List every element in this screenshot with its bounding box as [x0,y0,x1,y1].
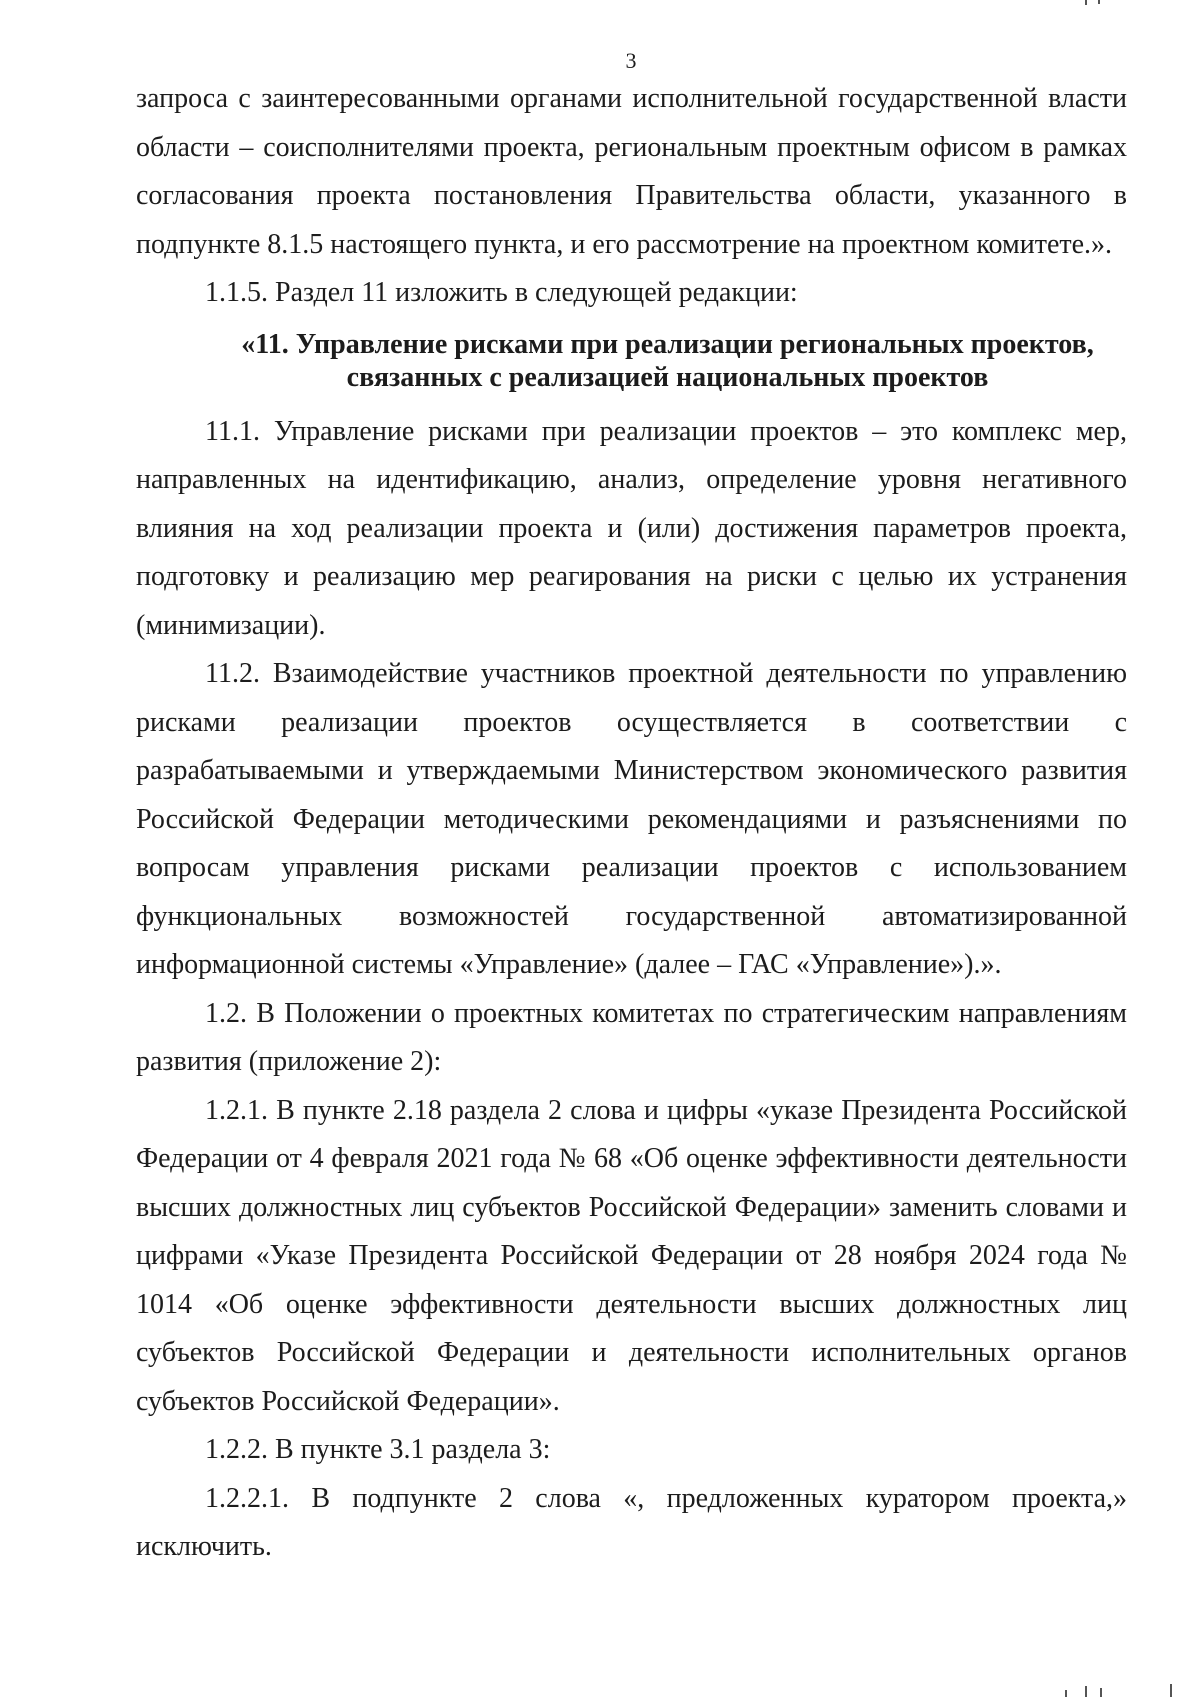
paragraph-11-1: 11.1. Управление рисками при реализации проектов – это комплекс мер, направленных на идентификацию, анализ, определение уровня негативного влияния на ход реализации проекта и (или) достижения параметров проекта, подготовку и реализацию мер реагирования на риски с целью их устранения (минимизации). [136,415,1127,641]
page-number: 3 [625,48,637,73]
scan-artifact-bottom [1100,1688,1102,1697]
paragraph-1-2: 1.2. В Положении о проектных комитетах по стратегическим направлениям развития (приложение 2): [136,997,1127,1077]
paragraph-11-2: 11.2. Взаимодействие участников проектной деятельности по управлению рисками реализации проектов осуществляется в соответствии с разрабатываемыми и утверждаемыми Министерством экономического развития Российской Федерации методическими рекомендациями и разъяснениями по вопросам управления рисками реализации проектов с использованием функциональных возможностей государственной автоматизированной информационной системы «Управление» (далее – ГАС «Управление»).». [136,658,1127,980]
paragraph-1-2-2-1: 1.2.2.1. В подпункте 2 слова «, предложенных куратором проекта,» исключить. [136,1482,1127,1562]
section-heading-line-1: «11. Управление рисками при реализации региональных проектов, [241,328,1094,360]
document-body [136,75,1127,1572]
scan-artifact-bottom [1065,1690,1067,1697]
paragraph-1-2-2: 1.2.2. В пункте 3.1 раздела 3: [205,1434,551,1465]
section-heading-line-2: связанных с реализацией национальных проектов [346,361,989,393]
paragraph-1-1-5: 1.1.5. Раздел 11 изложить в следующей редакции: [205,277,798,308]
scan-artifact-bottom [1085,1686,1087,1697]
section-heading [136,328,1127,394]
paragraph-continuation: запроса с заинтересованными органами исполнительной государственной власти области – соисполнителями проекта, региональным проектным офисом в рамках согласования проекта постановления Правительства области, указанного в подпункте 8.1.5 настоящего пункта, и его рассмотрение на проектном комитете.». [136,83,1127,260]
scan-artifact-top [1085,0,1087,5]
scan-artifact-top [1098,0,1100,4]
paragraph-1-2-1: 1.2.1. В пункте 2.18 раздела 2 слова и цифры «указе Президента Российской Федерации от 4 февраля 2021 года № 68 «Об оценке эффективности деятельности высших должностных лиц субъектов Российской Федерации» заменить словами и цифрами «Указе Президента Российской Федерации от 28 ноября 2024 года № 1014 «Об оценке эффективности деятельности высших должностных лиц субъектов Российской Федерации и деятельности исполнительных органов субъектов Российской Федерации». [136,1094,1127,1417]
scan-artifact-bottom [1170,1684,1172,1697]
